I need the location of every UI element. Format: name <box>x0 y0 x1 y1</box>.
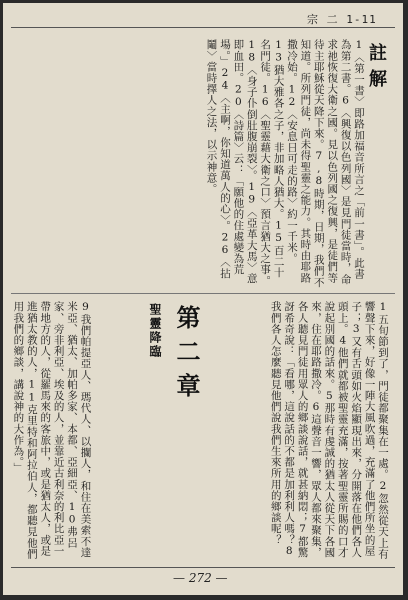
footer-rule <box>11 567 395 568</box>
section-title: 聖靈降臨 <box>148 303 162 359</box>
page-number: — 272 — <box>173 571 228 585</box>
notes-title: 註解 <box>366 43 387 95</box>
running-head: 宗 二 1-11 <box>307 13 377 26</box>
chapter-title: 第二章 <box>172 305 200 407</box>
section-divider <box>11 293 395 294</box>
scanned-page <box>3 3 403 595</box>
notes-text: 1〈第一書〉即路加福音所言之「前一書」。此書為第二書。6〈興復以色列國〉是見門徒當時，命求祂恢復大衛之國。見以色列國之復興，是徒們等待主耶穌從天降下來。7,8時期，日期，我們不知道。所列門徒，尚未得聖靈之能力。其時由耶路撒冷始。12〈安息日可走的路〉約一千米。13猶大雅各之子，非加略人猶大。15百二十名門徒。16〈聖靈藉大衛之口〉預言猶大之事。18〈身子仆倒肚腹崩裂〉。19〈亞革大馬〉意即血田。20〈詩篇〉云：「願他的住處變為荒場。」24〈主啊，你知道萬人的心〉。26〈拈鬮〉當時擇人之法，以示神意。 <box>205 39 365 288</box>
chapter-text-left: 9我們帕提亞人、瑪代人、以攔人，和住在美索不達米亞、猶太、加帕多家、本都、亞細亞、10弗呂家、旁非利亞、埃及的人，並靠近古利奈的利比亞一帶地方的人，從羅馬來的客旅中，或是猶太人，或是進猶太教的人，11克里特和阿拉伯人，都聽見他們用我們的鄉談，講說神的大作為。」 <box>12 301 92 560</box>
chapter-text-right: 1五旬節到了，門徒都聚集在一處。2忽然從天上有響聲下來，好像一陣大風吹過，充滿了他們所坐的屋子；3又有舌頭如火焰顯現出來，分開落在他們各人頭上。4他們就都被聖靈充滿，按著聖靈所賜的口才說起別國的話來。5那時有虔誠的猶太人從天下各國來，住在耶路撒冷。6這聲音一響，眾人都來聚集，各人聽見門徒用眾人的鄉談說話，就甚納悶；7都驚訝希奇說：「看哪，這說話的不都是加利利人嗎？8我們各人怎麼聽見他們說我們生來所用的鄉談呢？ <box>269 301 389 560</box>
header-rule <box>11 27 395 28</box>
